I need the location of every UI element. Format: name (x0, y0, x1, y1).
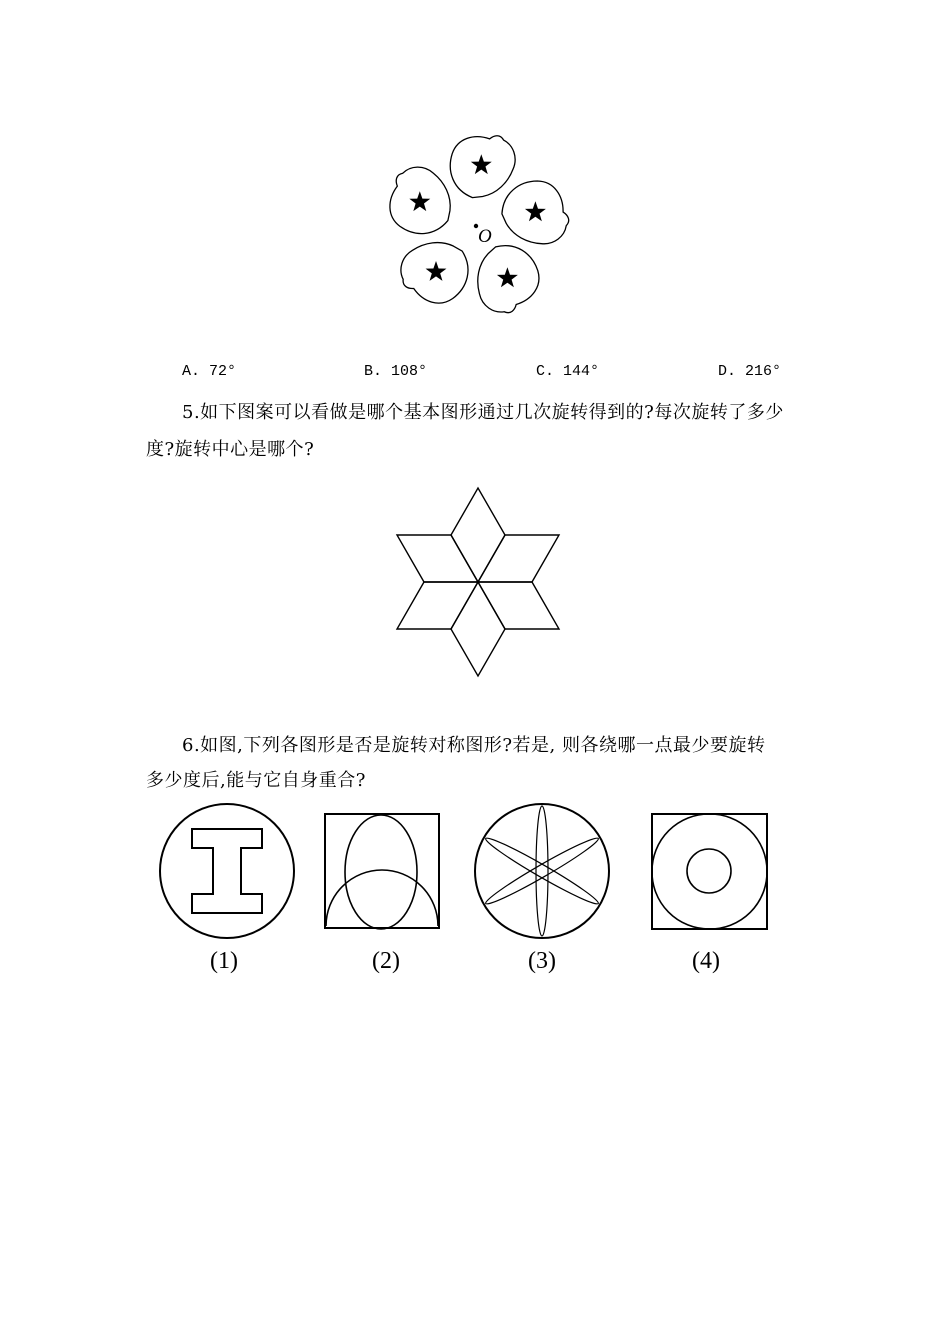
figure-label-4: (4) (692, 948, 720, 974)
figure-1 (160, 804, 294, 938)
figure-label-2: (2) (372, 948, 400, 974)
option-d: D. 216° (718, 363, 782, 380)
question-6-line-1: 6.如图,下列各图形是否是旋转对称图形?若是, 则各绕哪一点最少要旋转 (182, 735, 766, 756)
question-5-line-2: 度?旋转中心是哪个? (146, 439, 315, 460)
question-5-line-1: 5.如下图案可以看做是哪个基本图形通过几次旋转得到的?每次旋转了多少 (182, 402, 784, 423)
figure-label-1: (1) (210, 948, 238, 974)
i-beam-shape (192, 829, 262, 913)
option-a: A. 72° (182, 363, 237, 380)
figure-3 (475, 804, 609, 938)
option-c: C. 144° (536, 363, 600, 380)
figure-2 (325, 814, 439, 929)
option-b: B. 108° (364, 363, 428, 380)
figure-label-3: (3) (528, 948, 556, 974)
question-6-line-2: 多少度后,能与它自身重合? (146, 770, 366, 791)
figure-4 (652, 814, 767, 929)
center-label-o: O (478, 226, 492, 247)
